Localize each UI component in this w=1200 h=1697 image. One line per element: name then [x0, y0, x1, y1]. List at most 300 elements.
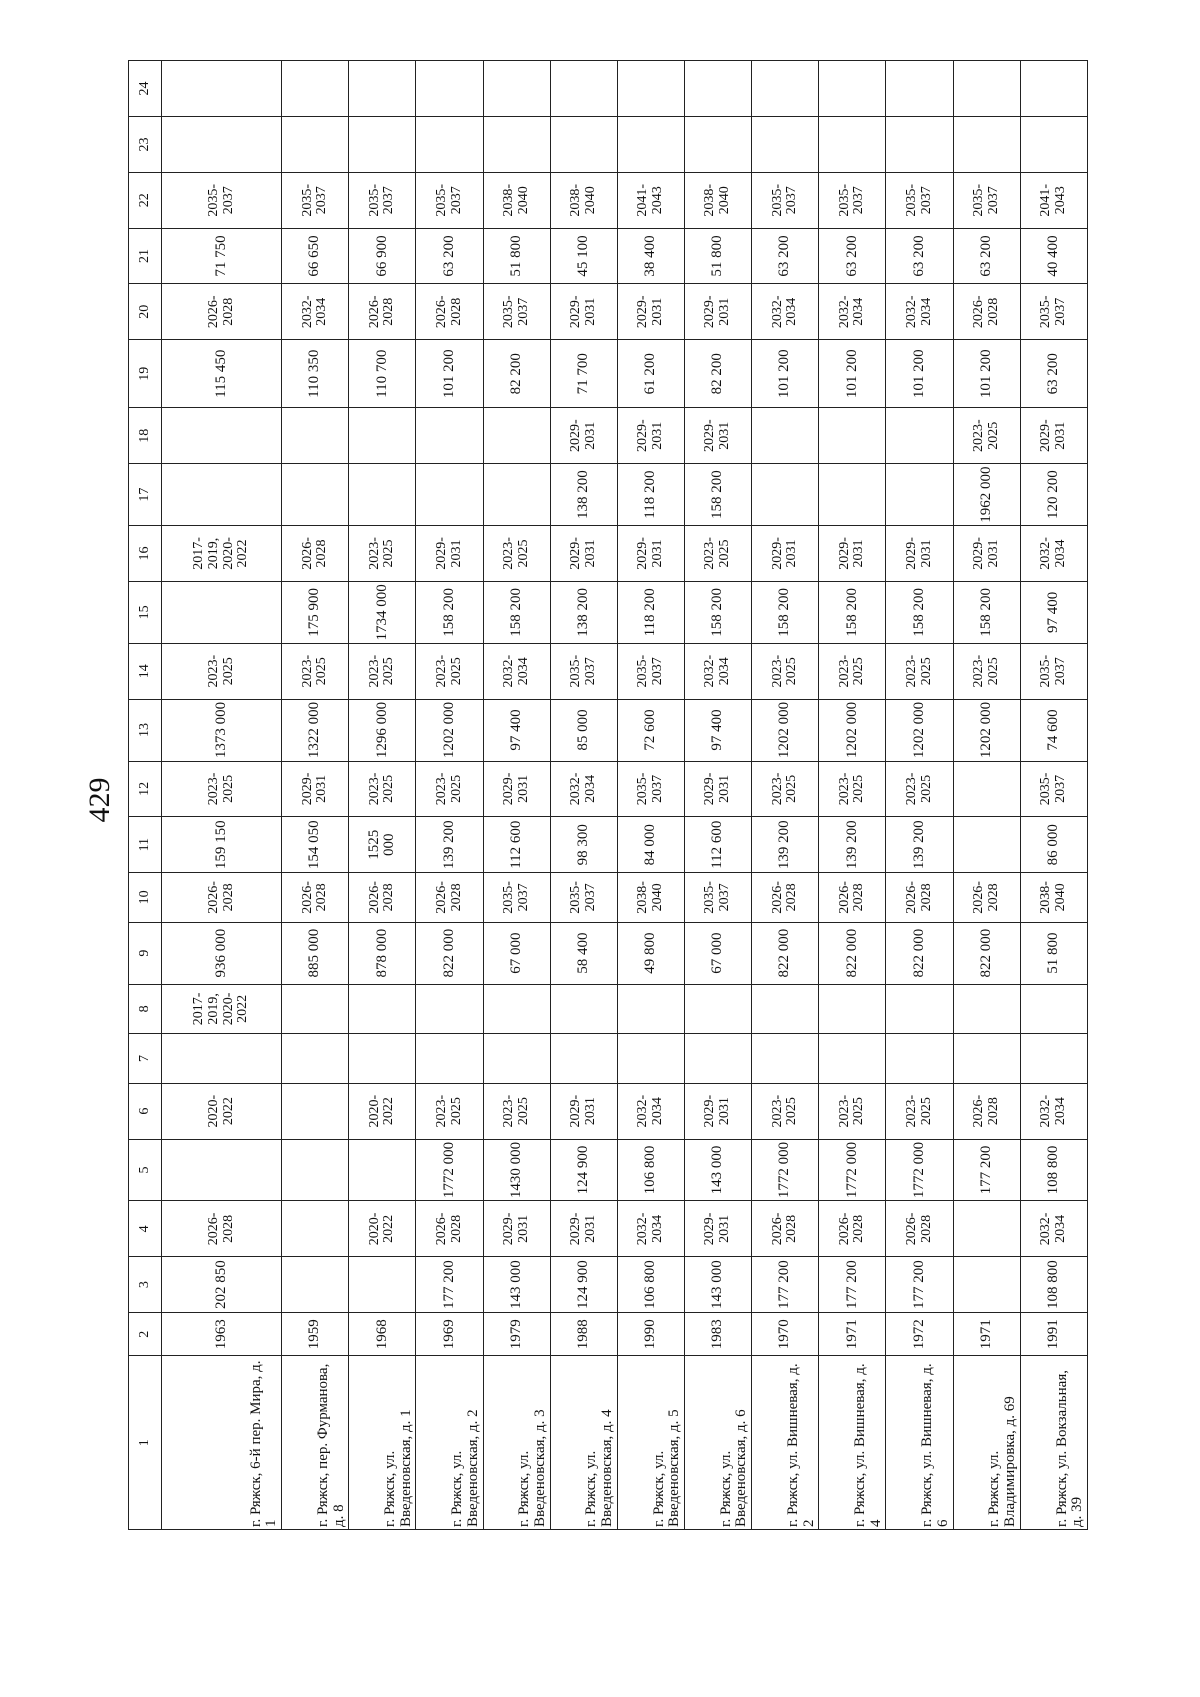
table-cell: 108 800	[1020, 1139, 1087, 1201]
table-cell: 1322 000	[282, 699, 349, 761]
table-cell	[886, 984, 953, 1034]
table-cell: 1970	[752, 1313, 819, 1356]
table-cell	[282, 1083, 349, 1139]
table-cell: 2032-2034	[282, 284, 349, 340]
address-cell: г. Ряжск, ул. Введеновская, д. 1	[349, 1356, 416, 1530]
table-cell: 2029-2031	[550, 284, 617, 340]
table-cell: 1202 000	[886, 699, 953, 761]
table-cell: 1202 000	[416, 699, 483, 761]
table-cell: 124 900	[550, 1257, 617, 1313]
table-cell	[483, 408, 550, 464]
table-cell: 2038-2040	[483, 172, 550, 228]
table-cell: 158 200	[685, 464, 752, 526]
table-cell: 118 200	[617, 581, 684, 643]
table-cell: 139 200	[886, 817, 953, 873]
table-cell: 2023-2025	[752, 761, 819, 817]
column-header-10: 10	[129, 873, 162, 923]
table-cell: 2029-2031	[953, 526, 1020, 582]
table-cell	[162, 581, 282, 643]
table-row	[349, 61, 416, 1530]
table-cell: 2029-2031	[617, 526, 684, 582]
table-cell: 2035-2037	[416, 172, 483, 228]
table-cell: 72 600	[617, 699, 684, 761]
address-cell: г. Ряжск, ул. Владимировка, д. 69	[953, 1356, 1020, 1530]
table-cell: 1972	[886, 1313, 953, 1356]
table-cell	[416, 1034, 483, 1084]
table-cell: 2035-2037	[483, 873, 550, 923]
table-cell: 2023-2025	[819, 643, 886, 699]
table-cell: 2029-2031	[550, 526, 617, 582]
table-cell: 2029-2031	[819, 526, 886, 582]
table-cell: 1202 000	[953, 699, 1020, 761]
table-row	[953, 61, 1020, 1530]
table-cell: 143 000	[483, 1257, 550, 1313]
table-cell: 139 200	[752, 817, 819, 873]
housing-repair-table	[128, 60, 1088, 1530]
table-cell	[617, 984, 684, 1034]
table-cell: 101 200	[416, 340, 483, 408]
table-cell	[550, 1034, 617, 1084]
table-cell: 2041-2043	[617, 172, 684, 228]
table-cell: 2035-2037	[752, 172, 819, 228]
column-header-20: 20	[129, 284, 162, 340]
column-header-5: 5	[129, 1139, 162, 1201]
table-cell: 110 350	[282, 340, 349, 408]
column-header-16: 16	[129, 526, 162, 582]
table-cell	[349, 408, 416, 464]
table-cell: 67 000	[685, 922, 752, 984]
table-cell: 71 700	[550, 340, 617, 408]
table-cell: 82 200	[483, 340, 550, 408]
table-cell: 158 200	[483, 581, 550, 643]
table-cell	[162, 1139, 282, 1201]
table-cell: 2029-2031	[282, 761, 349, 817]
table-cell	[282, 1034, 349, 1084]
table-cell: 2029-2031	[685, 408, 752, 464]
table-cell: 98 300	[550, 817, 617, 873]
table-cell: 45 100	[550, 228, 617, 284]
table-cell: 1772 000	[819, 1139, 886, 1201]
table-cell: 63 200	[752, 228, 819, 284]
table-cell	[162, 464, 282, 526]
table-cell: 2026-2028	[819, 873, 886, 923]
table-cell: 1991	[1020, 1313, 1087, 1356]
column-header-3: 3	[129, 1257, 162, 1313]
table-cell: 202 850	[162, 1257, 282, 1313]
table-container	[128, 60, 1088, 1530]
table-cell	[617, 117, 684, 173]
table-cell: 2032-2034	[752, 284, 819, 340]
table-cell: 1971	[819, 1313, 886, 1356]
table-cell: 2023-2025	[886, 643, 953, 699]
table-cell: 2035-2037	[617, 761, 684, 817]
table-cell	[819, 464, 886, 526]
table-cell: 63 200	[953, 228, 1020, 284]
table-cell	[886, 1034, 953, 1084]
address-cell: г. Ряжск, ул. Введеновская, д. 4	[550, 1356, 617, 1530]
table-cell	[416, 984, 483, 1034]
table-row	[282, 61, 349, 1530]
table-cell: 177 200	[886, 1257, 953, 1313]
table-cell	[1020, 984, 1087, 1034]
table-cell: 2032-2034	[617, 1201, 684, 1257]
table-cell: 2029-2031	[550, 408, 617, 464]
table-cell: 66 650	[282, 228, 349, 284]
table-cell	[752, 984, 819, 1034]
table-cell	[483, 61, 550, 117]
table-row	[752, 61, 819, 1530]
table-cell: 2029-2031	[752, 526, 819, 582]
table-cell: 1959	[282, 1313, 349, 1356]
table-cell: 139 200	[819, 817, 886, 873]
table-cell	[550, 984, 617, 1034]
table-cell: 115 450	[162, 340, 282, 408]
table-cell	[416, 117, 483, 173]
table-cell: 63 200	[416, 228, 483, 284]
table-cell: 2035-2037	[349, 172, 416, 228]
table-cell: 177 200	[953, 1139, 1020, 1201]
table-cell: 1202 000	[752, 699, 819, 761]
column-header-7: 7	[129, 1034, 162, 1084]
table-cell	[685, 117, 752, 173]
table-cell	[550, 117, 617, 173]
table-cell: 1373 000	[162, 699, 282, 761]
table-cell: 1772 000	[886, 1139, 953, 1201]
table-cell	[162, 1034, 282, 1084]
table-cell	[886, 61, 953, 117]
table-cell: 2029-2031	[483, 1201, 550, 1257]
table-cell: 51 800	[1020, 922, 1087, 984]
table-cell: 49 800	[617, 922, 684, 984]
table-cell: 84 000	[617, 817, 684, 873]
table-cell	[162, 408, 282, 464]
table-cell	[953, 984, 1020, 1034]
table-cell: 1772 000	[752, 1139, 819, 1201]
table-cell	[162, 117, 282, 173]
table-cell: 2026-2028	[886, 873, 953, 923]
table-cell: 2029-2031	[1020, 408, 1087, 464]
table-cell: 885 000	[282, 922, 349, 984]
table-cell: 2026-2028	[953, 873, 1020, 923]
table-cell	[617, 61, 684, 117]
table-cell	[953, 761, 1020, 817]
table-cell: 74 600	[1020, 699, 1087, 761]
table-cell: 159 150	[162, 817, 282, 873]
table-row	[550, 61, 617, 1530]
table-cell: 2041-2043	[1020, 172, 1087, 228]
rotated-table-frame	[128, 60, 1088, 1530]
table-row	[1020, 61, 1087, 1530]
table-cell: 1969	[416, 1313, 483, 1356]
table-cell	[282, 61, 349, 117]
table-cell: 2029-2031	[483, 761, 550, 817]
table-cell: 82 200	[685, 340, 752, 408]
table-cell: 177 200	[752, 1257, 819, 1313]
table-cell: 177 200	[819, 1257, 886, 1313]
table-cell: 1990	[617, 1313, 684, 1356]
table-cell: 112 600	[483, 817, 550, 873]
table-cell: 2029-2031	[685, 1201, 752, 1257]
table-cell	[282, 984, 349, 1034]
table-cell	[953, 817, 1020, 873]
table-cell: 2026-2028	[819, 1201, 886, 1257]
table-cell: 101 200	[953, 340, 1020, 408]
table-cell	[483, 1034, 550, 1084]
table-cell: 936 000	[162, 922, 282, 984]
table-cell	[349, 61, 416, 117]
column-header-23: 23	[129, 117, 162, 173]
table-cell	[282, 1201, 349, 1257]
table-cell: 154 050	[282, 817, 349, 873]
column-header-4: 4	[129, 1201, 162, 1257]
table-cell	[819, 61, 886, 117]
table-cell	[752, 61, 819, 117]
table-cell: 1962 000	[953, 464, 1020, 526]
table-cell: 2026-2028	[953, 284, 1020, 340]
table-cell	[752, 117, 819, 173]
table-cell	[617, 1034, 684, 1084]
table-cell: 138 200	[550, 464, 617, 526]
table-cell: 2038-2040	[617, 873, 684, 923]
table-row	[819, 61, 886, 1530]
table-cell	[349, 1139, 416, 1201]
table-cell: 2026-2028	[752, 873, 819, 923]
table-cell	[752, 1034, 819, 1084]
table-cell: 1296 000	[349, 699, 416, 761]
table-cell	[1020, 117, 1087, 173]
table-cell: 2035-2037	[162, 172, 282, 228]
table-row	[483, 61, 550, 1530]
table-cell	[550, 61, 617, 117]
table-cell	[162, 61, 282, 117]
table-cell: 2029-2031	[617, 408, 684, 464]
table-cell: 1988	[550, 1313, 617, 1356]
table-cell	[349, 117, 416, 173]
table-cell	[819, 117, 886, 173]
address-cell: г. Ряжск, ул. Введеновская, д. 6	[685, 1356, 752, 1530]
table-cell	[819, 408, 886, 464]
table-cell: 822 000	[416, 922, 483, 984]
table-cell: 120 200	[1020, 464, 1087, 526]
table-cell: 2032-2034	[685, 643, 752, 699]
table-cell	[282, 1139, 349, 1201]
address-cell: г. Ряжск, ул. Вокзальная, д. 39	[1020, 1356, 1087, 1530]
table-cell: 878 000	[349, 922, 416, 984]
table-cell: 2026-2028	[886, 1201, 953, 1257]
table-cell: 2023-2025	[685, 526, 752, 582]
table-cell: 2023-2025	[752, 643, 819, 699]
column-header-15: 15	[129, 581, 162, 643]
table-cell: 38 400	[617, 228, 684, 284]
table-cell: 61 200	[617, 340, 684, 408]
table-cell: 2023-2025	[886, 761, 953, 817]
table-cell	[282, 408, 349, 464]
table-cell: 2035-2037	[550, 873, 617, 923]
table-cell: 2023-2025	[953, 643, 1020, 699]
table-cell: 139 200	[416, 817, 483, 873]
table-cell: 2032-2034	[1020, 526, 1087, 582]
table-cell: 2026-2028	[282, 526, 349, 582]
table-cell: 2029-2031	[685, 761, 752, 817]
table-cell: 822 000	[819, 922, 886, 984]
table-cell: 1963	[162, 1313, 282, 1356]
column-header-14: 14	[129, 643, 162, 699]
table-cell: 51 800	[685, 228, 752, 284]
table-cell	[886, 464, 953, 526]
table-cell: 1983	[685, 1313, 752, 1356]
table-cell	[483, 984, 550, 1034]
address-cell: г. Ряжск, ул. Вишневая, д. 4	[819, 1356, 886, 1530]
table-cell	[953, 117, 1020, 173]
table-cell	[349, 464, 416, 526]
table-cell: 2029-2031	[617, 284, 684, 340]
address-cell: г. Ряжск, ул. Вишневая, д. 6	[886, 1356, 953, 1530]
table-cell: 2029-2031	[685, 284, 752, 340]
table-row	[162, 61, 282, 1530]
table-cell	[349, 1034, 416, 1084]
column-header-2: 2	[129, 1313, 162, 1356]
table-cell: 1979	[483, 1313, 550, 1356]
column-header-13: 13	[129, 699, 162, 761]
table-cell: 106 800	[617, 1257, 684, 1313]
table-cell: 143 000	[685, 1257, 752, 1313]
table-cell: 177 200	[416, 1257, 483, 1313]
table-cell	[953, 1257, 1020, 1313]
table-cell	[953, 61, 1020, 117]
table-cell: 2023-2025	[752, 1083, 819, 1139]
table-cell: 40 400	[1020, 228, 1087, 284]
table-cell: 2032-2034	[886, 284, 953, 340]
table-cell: 2026-2028	[162, 1201, 282, 1257]
table-cell: 2035-2037	[550, 643, 617, 699]
column-header-18: 18	[129, 408, 162, 464]
table-cell: 106 800	[617, 1139, 684, 1201]
table-cell	[685, 984, 752, 1034]
table-cell	[349, 984, 416, 1034]
table-row	[685, 61, 752, 1530]
address-cell: г. Ряжск, ул. Введеновская, д. 5	[617, 1356, 684, 1530]
column-header-1: 1	[129, 1356, 162, 1530]
table-cell: 2038-2040	[1020, 873, 1087, 923]
address-cell: г. Ряжск, ул. Введеновская, д. 3	[483, 1356, 550, 1530]
table-cell: 1202 000	[819, 699, 886, 761]
table-cell	[953, 1201, 1020, 1257]
table-cell: 2038-2040	[685, 172, 752, 228]
table-cell: 2020-2022	[349, 1083, 416, 1139]
table-cell: 2017-2019, 2020-2022	[162, 526, 282, 582]
table-cell: 2023-2025	[349, 526, 416, 582]
table-cell: 1772 000	[416, 1139, 483, 1201]
table-cell: 2023-2025	[162, 643, 282, 699]
table-cell: 158 200	[819, 581, 886, 643]
table-cell: 2029-2031	[685, 1083, 752, 1139]
table-cell: 101 200	[819, 340, 886, 408]
table-cell: 97 400	[685, 699, 752, 761]
table-cell: 822 000	[886, 922, 953, 984]
table-cell: 2020-2022	[349, 1201, 416, 1257]
table-cell: 1968	[349, 1313, 416, 1356]
table-cell	[752, 464, 819, 526]
table-cell: 108 800	[1020, 1257, 1087, 1313]
column-header-22: 22	[129, 172, 162, 228]
table-cell: 2026-2028	[416, 284, 483, 340]
table-cell: 175 900	[282, 581, 349, 643]
table-cell	[685, 61, 752, 117]
table-cell	[416, 61, 483, 117]
table-cell	[953, 1034, 1020, 1084]
table-cell	[819, 984, 886, 1034]
table-cell: 143 000	[685, 1139, 752, 1201]
table-cell: 2035-2037	[953, 172, 1020, 228]
address-cell: г. Ряжск, пер. Фурманова, д. 8	[282, 1356, 349, 1530]
table-cell: 2026-2028	[162, 284, 282, 340]
column-header-24: 24	[129, 61, 162, 117]
address-cell: г. Ряжск, ул. Вишневая, д. 2	[752, 1356, 819, 1530]
table-cell: 63 200	[819, 228, 886, 284]
table-cell: 110 700	[349, 340, 416, 408]
table-cell: 2023-2025	[819, 761, 886, 817]
table-cell: 1734 000	[349, 581, 416, 643]
column-header-9: 9	[129, 922, 162, 984]
table-cell: 86 000	[1020, 817, 1087, 873]
table-row	[617, 61, 684, 1530]
table-cell: 66 900	[349, 228, 416, 284]
table-cell: 2026-2028	[752, 1201, 819, 1257]
table-cell: 2023-2025	[349, 643, 416, 699]
table-cell: 97 400	[1020, 581, 1087, 643]
table-cell: 2017-2019, 2020-2022	[162, 984, 282, 1034]
table-cell: 71 750	[162, 228, 282, 284]
column-header-17: 17	[129, 464, 162, 526]
table-cell: 2023-2025	[819, 1083, 886, 1139]
address-cell: г. Ряжск, ул. Введеновская, д. 2	[416, 1356, 483, 1530]
table-cell: 2026-2028	[162, 873, 282, 923]
column-header-12: 12	[129, 761, 162, 817]
table-cell: 63 200	[1020, 340, 1087, 408]
table-cell: 58 400	[550, 922, 617, 984]
table-cell: 63 200	[886, 228, 953, 284]
table-cell: 1430 000	[483, 1139, 550, 1201]
table-cell	[886, 117, 953, 173]
table-cell: 51 800	[483, 228, 550, 284]
table-cell: 2029-2031	[550, 1201, 617, 1257]
table-cell: 1525 000	[349, 817, 416, 873]
table-cell: 2032-2034	[1020, 1201, 1087, 1257]
table-cell	[349, 1257, 416, 1313]
table-row	[886, 61, 953, 1530]
address-cell: г. Ряжск, 6-й пер. Мира, д. 1	[162, 1356, 282, 1530]
table-cell: 2026-2028	[953, 1083, 1020, 1139]
table-cell	[1020, 1034, 1087, 1084]
column-header-21: 21	[129, 228, 162, 284]
table-cell: 2023-2025	[483, 1083, 550, 1139]
table-cell: 2029-2031	[416, 526, 483, 582]
table-cell	[483, 464, 550, 526]
table-cell: 2035-2037	[886, 172, 953, 228]
table-cell: 2029-2031	[550, 1083, 617, 1139]
table-cell	[1020, 61, 1087, 117]
table-cell	[819, 1034, 886, 1084]
table-row	[416, 61, 483, 1530]
table-cell: 2035-2037	[1020, 284, 1087, 340]
table-cell: 2029-2031	[886, 526, 953, 582]
page-number: 429	[83, 777, 116, 823]
table-cell: 85 000	[550, 699, 617, 761]
table-cell: 2023-2025	[953, 408, 1020, 464]
table-cell: 158 200	[953, 581, 1020, 643]
table-cell	[886, 408, 953, 464]
table-cell: 101 200	[886, 340, 953, 408]
